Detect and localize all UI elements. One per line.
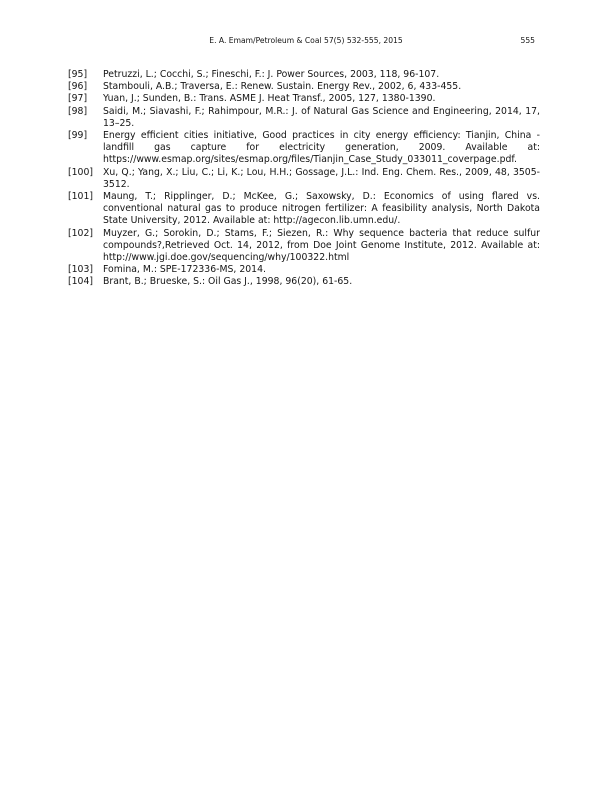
reference-text: Maung, T.; Ripplinger, D.; McKee, G.; Saxowsky, D.: Economics of using flared vs. conventional natural gas to produce nitrogen fertilizer: A feasibility analysis, North Dakota State University, 2012. Available at: http://agecon.lib.umn.edu/. — [103, 191, 540, 227]
reference-label: [104] — [68, 276, 93, 288]
reference-list — [68, 69, 540, 289]
reference-text: Yuan, J.; Sunden, B.: Trans. ASME J. Heat Transf., 2005, 127, 1380-1390. — [103, 93, 436, 105]
reference-item — [68, 69, 540, 81]
page-number: 555 — [520, 36, 535, 45]
reference-text: Fomina, M.: SPE-172336-MS, 2014. — [103, 264, 266, 276]
reference-label: [95] — [68, 69, 88, 80]
reference-item — [68, 276, 540, 288]
reference-text: Energy efficient cities initiative, Good practices in city energy efficiency: Tianjin, China - landfill gas capture for electricity generation, 2009. Available at: https://www.esmap.org/sites/esmap.org/files/Tianjin_Case_Study_033011_coverpage.pdf. — [103, 130, 540, 166]
reference-label: [99] — [68, 130, 88, 142]
reference-item — [68, 228, 540, 265]
page-header — [0, 36, 612, 48]
reference-text: Petruzzi, L.; Cocchi, S.; Fineschi, F.: J. Power Sources, 2003, 118, 96-107. — [103, 69, 440, 80]
reference-text: Saidi, M.; Siavashi, F.; Rahimpour, M.R.: J. of Natural Gas Science and Engineering, 2014, 17, 13–25. — [103, 105, 540, 129]
reference-item — [68, 264, 540, 276]
reference-item — [68, 191, 540, 228]
reference-label: [96] — [68, 81, 88, 93]
reference-item — [68, 81, 540, 93]
reference-label: [100] — [68, 166, 93, 178]
reference-label: [103] — [68, 264, 93, 276]
reference-item — [68, 130, 540, 167]
reference-text: Brant, B.; Brueske, S.: Oil Gas J., 1998, 96(20), 61-65. — [103, 276, 353, 288]
reference-label: [97] — [68, 93, 88, 105]
reference-text: Muyzer, G.; Sorokin, D.; Stams, F.; Siezen, R.: Why sequence bacteria that reduce sulfur compounds?,Retrieved Oct. 14, 2012, from Doe Joint Genome Institute, 2012. Available at: http://www.jgi.doe.gov/sequencing/why/100322.html — [103, 227, 540, 264]
reference-text: Stambouli, A.B.; Traversa, E.: Renew. Sustain. Energy Rev., 2002, 6, 433-455. — [103, 81, 462, 93]
reference-item — [68, 93, 540, 105]
reference-text: Xu, Q.; Yang, X.; Liu, C.; Li, K.; Lou, H.H.; Gossage, J.L.: Ind. Eng. Chem. Res., 2009, 48, 3505-3512. — [103, 166, 540, 190]
reference-label: [98] — [68, 105, 88, 117]
reference-label: [102] — [68, 227, 93, 239]
reference-item — [68, 167, 540, 191]
reference-item — [68, 106, 540, 130]
running-title: E. A. Emam/Petroleum & Coal 57(5) 532-555, 2015 — [209, 36, 403, 45]
reference-label: [101] — [68, 191, 93, 203]
